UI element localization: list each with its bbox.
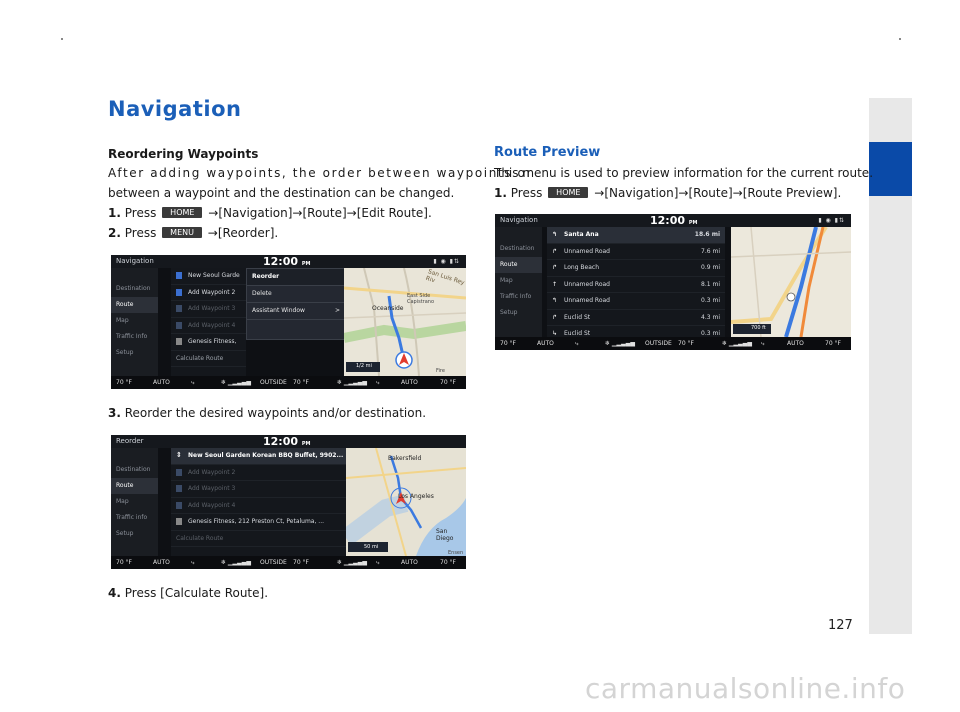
route-step-name: Unnamed Road: [564, 247, 610, 255]
screen-sidebar: [111, 448, 158, 556]
turn-arrow-icon: ↱: [552, 313, 558, 321]
status-icons: ▮ ◉ ▮⇅: [818, 217, 845, 224]
turn-arrow-icon: ↱: [552, 247, 558, 255]
route-preview-step-1: [494, 183, 841, 203]
step-path: →[Navigation]→[Route]→[Edit Route].: [208, 206, 432, 220]
sidebar-item-destination[interactable]: Destination: [500, 245, 535, 252]
auto-left: AUTO: [537, 340, 554, 347]
temp-left: 70 °F: [500, 340, 516, 347]
temp-right: 70 °F: [440, 379, 456, 386]
step-text: Press: [124, 206, 157, 220]
menu-item-reorder[interactable]: Reorder: [247, 269, 345, 286]
route-step-distance: 0.3 mi: [701, 297, 720, 304]
menu-popup: [246, 268, 346, 340]
sidebar-item-traffic-info[interactable]: Traffic Info: [116, 333, 148, 340]
waypoint-row[interactable]: [171, 514, 346, 531]
outside-temp: 70 °F: [678, 340, 694, 347]
sidebar-item-setup[interactable]: Setup: [116, 349, 134, 356]
flag-icon: [176, 485, 182, 492]
waypoint-row[interactable]: [171, 498, 346, 515]
waypoint-label: New Seoul Garde: [188, 272, 240, 279]
turn-arrow-icon: ↰: [552, 297, 558, 304]
outside-label: OUTSIDE: [645, 340, 672, 347]
map-view[interactable]: [346, 448, 466, 556]
page-title: Navigation: [108, 97, 242, 121]
map-label: San Diego: [436, 528, 454, 542]
fan-level-icon: ❄ ▁▂▃▄▅: [221, 379, 252, 386]
step-number: 3.: [108, 406, 121, 420]
clock-ampm: PM: [301, 441, 311, 447]
waypoint-label: Add Waypoint 2: [188, 288, 236, 296]
step-4: [108, 583, 268, 603]
outside-temp: 70 °F: [293, 379, 309, 386]
clock-time: 12:00: [263, 435, 299, 448]
temp-left: 70 °F: [116, 379, 132, 386]
step-number: 4.: [108, 586, 121, 600]
clock-time: 12:00: [650, 214, 686, 227]
sidebar-item-destination[interactable]: Destination: [116, 285, 151, 292]
route-step-name: Unnamed Road: [564, 297, 610, 304]
step-number: 1.: [108, 206, 121, 220]
watermark: carmanualsonline.info: [585, 672, 906, 705]
waypoint-label: Add Waypoint 3: [188, 485, 236, 492]
menu-key: MENU: [162, 227, 202, 238]
screen-sidebar: [111, 268, 158, 376]
map-drawing: [731, 227, 851, 337]
fan-level-icon: ❄ ▁▂▃▄▅: [605, 340, 636, 347]
outside-label: OUTSIDE: [260, 379, 287, 386]
waypoint-row[interactable]: [171, 334, 246, 351]
waypoint-list: [171, 268, 246, 376]
step-text: Press: [510, 186, 543, 200]
map-label: East Side Capistrano: [407, 293, 435, 305]
map-scale: 700 ft: [751, 325, 766, 331]
clock-ampm: PM: [301, 261, 311, 267]
screen-title: Navigation: [500, 216, 538, 224]
auto-left: AUTO: [153, 559, 170, 566]
checkered-flag-icon: [176, 338, 182, 345]
route-step-distance: 18.6 mi: [694, 231, 720, 238]
turn-arrow-icon: ↑: [552, 280, 558, 288]
intro-line-1: After adding waypoints, the order between waypoints or: [108, 166, 533, 180]
step-path: →[Navigation]→[Route]→[Route Preview].: [594, 186, 842, 200]
screenshot-reorder: [111, 435, 466, 569]
fan-icon: ⤷: [575, 340, 579, 347]
fan-level-right-icon: ❄ ▁▂▃▄▅: [337, 559, 368, 566]
waypoint-row[interactable]: [171, 318, 246, 335]
route-step-row[interactable]: [547, 277, 725, 294]
screen-title: Reorder: [116, 437, 144, 445]
menu-item-label: Assistant Window: [252, 307, 305, 314]
sidebar-item-map[interactable]: Map: [500, 277, 513, 284]
screen-top-bar: [111, 435, 466, 448]
step-text: Reorder the desired waypoints and/or destination.: [124, 406, 427, 420]
route-step-distance: 8.1 mi: [701, 280, 720, 288]
sidebar-item-route[interactable]: Route: [495, 257, 542, 273]
waypoint-label: New Seoul Garden Korean BBQ Buffet, 9902...: [188, 452, 344, 459]
step-number: 1.: [494, 186, 507, 200]
sidebar-item-traffic-info[interactable]: Traffic Info: [500, 293, 532, 300]
screen-top-bar: [111, 255, 466, 268]
route-step-distance: 7.6 mi: [701, 247, 720, 255]
map-label: Fire: [436, 368, 445, 374]
sidebar-item-traffic-info[interactable]: Traffic info: [116, 514, 148, 521]
route-step-name: Euclid St: [564, 313, 591, 321]
screen-sidebar: [495, 227, 542, 337]
corner-dot: [899, 38, 901, 40]
waypoint-list: [171, 448, 346, 556]
map-label: Los Angeles: [398, 493, 434, 500]
waypoint-label: Genesis Fitness,: [188, 338, 237, 345]
route-step-distance: 4.3 mi: [701, 313, 720, 321]
home-key: HOME: [162, 207, 202, 218]
sidebar-item-destination[interactable]: Destination: [116, 466, 151, 473]
fan-level-right-icon: ❄ ▁▂▃▄▅: [337, 379, 368, 386]
section-tab: [869, 142, 912, 196]
clock: [263, 255, 311, 268]
fan-right-icon: ⤷: [376, 559, 380, 566]
section-heading-reorder: Reordering Waypoints: [108, 147, 259, 161]
sidebar-item-route[interactable]: Route: [111, 478, 158, 494]
waypoint-label: Genesis Fitness, 212 Preston Ct, Petaluma, ...: [188, 518, 325, 525]
auto-right: AUTO: [401, 559, 418, 566]
calculate-route-button[interactable]: Calculate Route: [171, 351, 246, 368]
clock: [263, 435, 311, 448]
clock: [650, 214, 698, 227]
waypoint-label: Add Waypoint 2: [188, 468, 236, 476]
waypoint-label: Add Waypoint 3: [188, 305, 236, 312]
step-2: [108, 223, 278, 243]
fan-icon: ⤷: [191, 379, 195, 386]
map-label: San Luis Rey Riv: [424, 268, 466, 287]
map-label: Bakersfield: [388, 455, 422, 462]
move-arrows-icon: ⇕: [176, 451, 182, 459]
route-step-name: Santa Ana: [564, 231, 599, 238]
route-preview-intro: This menu is used to preview information for the current route.: [494, 166, 874, 180]
screen-bottom-bar: [111, 376, 466, 389]
outside-temp: 70 °F: [293, 559, 309, 566]
clock-time: 12:00: [263, 255, 299, 268]
step-path: →[Reorder].: [207, 226, 279, 240]
map-view[interactable]: [731, 227, 851, 337]
status-icons: ▮ ◉ ▮⇅: [433, 258, 460, 265]
step-text: Press [Calculate Route].: [124, 586, 269, 600]
waypoint-label: Add Waypoint 4: [188, 321, 236, 329]
step-number: 2.: [108, 226, 121, 240]
waypoint-row[interactable]: [171, 285, 246, 302]
screenshot-route-preview: [495, 214, 851, 350]
turn-arrow-icon: ↰: [552, 231, 558, 238]
flag-icon: [176, 322, 182, 329]
section-heading-route-preview: Route Preview: [494, 145, 601, 160]
fan-level-right-icon: ❄ ▁▂▃▄▅: [722, 340, 753, 347]
auto-right: AUTO: [787, 340, 804, 347]
route-step-row[interactable]: [547, 310, 725, 327]
route-step-row[interactable]: [547, 293, 725, 310]
screen-top-bar: [495, 214, 851, 227]
calculate-route-button[interactable]: Calculate Route: [171, 531, 346, 548]
waypoint-row[interactable]: [171, 268, 246, 285]
sidebar-item-setup[interactable]: Setup: [500, 309, 518, 316]
map-scale: 1/2 mi: [356, 363, 372, 369]
home-key: HOME: [548, 187, 588, 198]
waypoint-row[interactable]: [171, 448, 346, 465]
sidebar-item-setup[interactable]: Setup: [116, 530, 134, 537]
waypoint-row[interactable]: [171, 481, 346, 498]
screenshot-edit-route: [111, 255, 466, 389]
fan-right-icon: ⤷: [761, 340, 765, 347]
flag-icon: [176, 272, 182, 279]
step-3: [108, 403, 426, 423]
fan-level-icon: ❄ ▁▂▃▄▅: [221, 559, 252, 566]
map-label: Ensen: [448, 550, 464, 556]
waypoint-row[interactable]: [171, 465, 346, 482]
menu-item-delete[interactable]: Delete: [247, 286, 345, 303]
route-step-row[interactable]: [547, 260, 725, 277]
auto-left: AUTO: [153, 379, 170, 386]
temp-right: 70 °F: [825, 340, 841, 347]
step-1: [108, 203, 432, 223]
checkered-flag-icon: [176, 518, 182, 525]
step-text: Press: [124, 226, 157, 240]
flag-icon: [176, 502, 182, 509]
turn-arrow-icon: ↱: [552, 264, 558, 271]
route-step-name: Euclid St: [564, 330, 591, 337]
waypoint-row[interactable]: [171, 301, 246, 318]
flag-icon: [176, 469, 182, 476]
page-number: 127: [828, 618, 853, 633]
chevron-right-icon: >: [334, 307, 340, 314]
route-steps-list: [547, 227, 725, 337]
route-step-distance: 0.9 mi: [701, 264, 720, 271]
route-step-row[interactable]: [547, 227, 725, 244]
screen-bottom-bar: [495, 337, 851, 350]
temp-left: 70 °F: [116, 559, 132, 566]
sidebar-item-map[interactable]: Map: [116, 317, 129, 324]
map-scale: 50 mi: [364, 544, 379, 550]
flag-icon: [176, 289, 182, 296]
sidebar-item-route[interactable]: Route: [111, 297, 158, 313]
outside-label: OUTSIDE: [260, 559, 287, 566]
corner-dot: [61, 38, 63, 40]
waypoint-label: Add Waypoint 4: [188, 501, 236, 509]
map-view[interactable]: [344, 268, 466, 376]
sidebar-item-map[interactable]: Map: [116, 498, 129, 505]
map-label: Oceanside: [372, 305, 404, 312]
fan-icon: ⤷: [191, 559, 195, 566]
auto-right: AUTO: [401, 379, 418, 386]
screen-bottom-bar: [111, 556, 466, 569]
route-step-name: Long Beach: [564, 264, 600, 271]
menu-item-assistant-window[interactable]: [247, 303, 345, 320]
route-step-row[interactable]: [547, 244, 725, 261]
route-step-distance: 0.3 mi: [701, 330, 720, 337]
turn-arrow-icon: ↳: [552, 330, 558, 337]
clock-ampm: PM: [688, 220, 698, 226]
flag-icon: [176, 305, 182, 312]
route-step-name: Unnamed Road: [564, 280, 610, 288]
temp-right: 70 °F: [440, 559, 456, 566]
fan-right-icon: ⤷: [376, 379, 380, 386]
screen-title: Navigation: [116, 257, 154, 265]
intro-line-2: between a waypoint and the destination can be changed.: [108, 186, 455, 200]
